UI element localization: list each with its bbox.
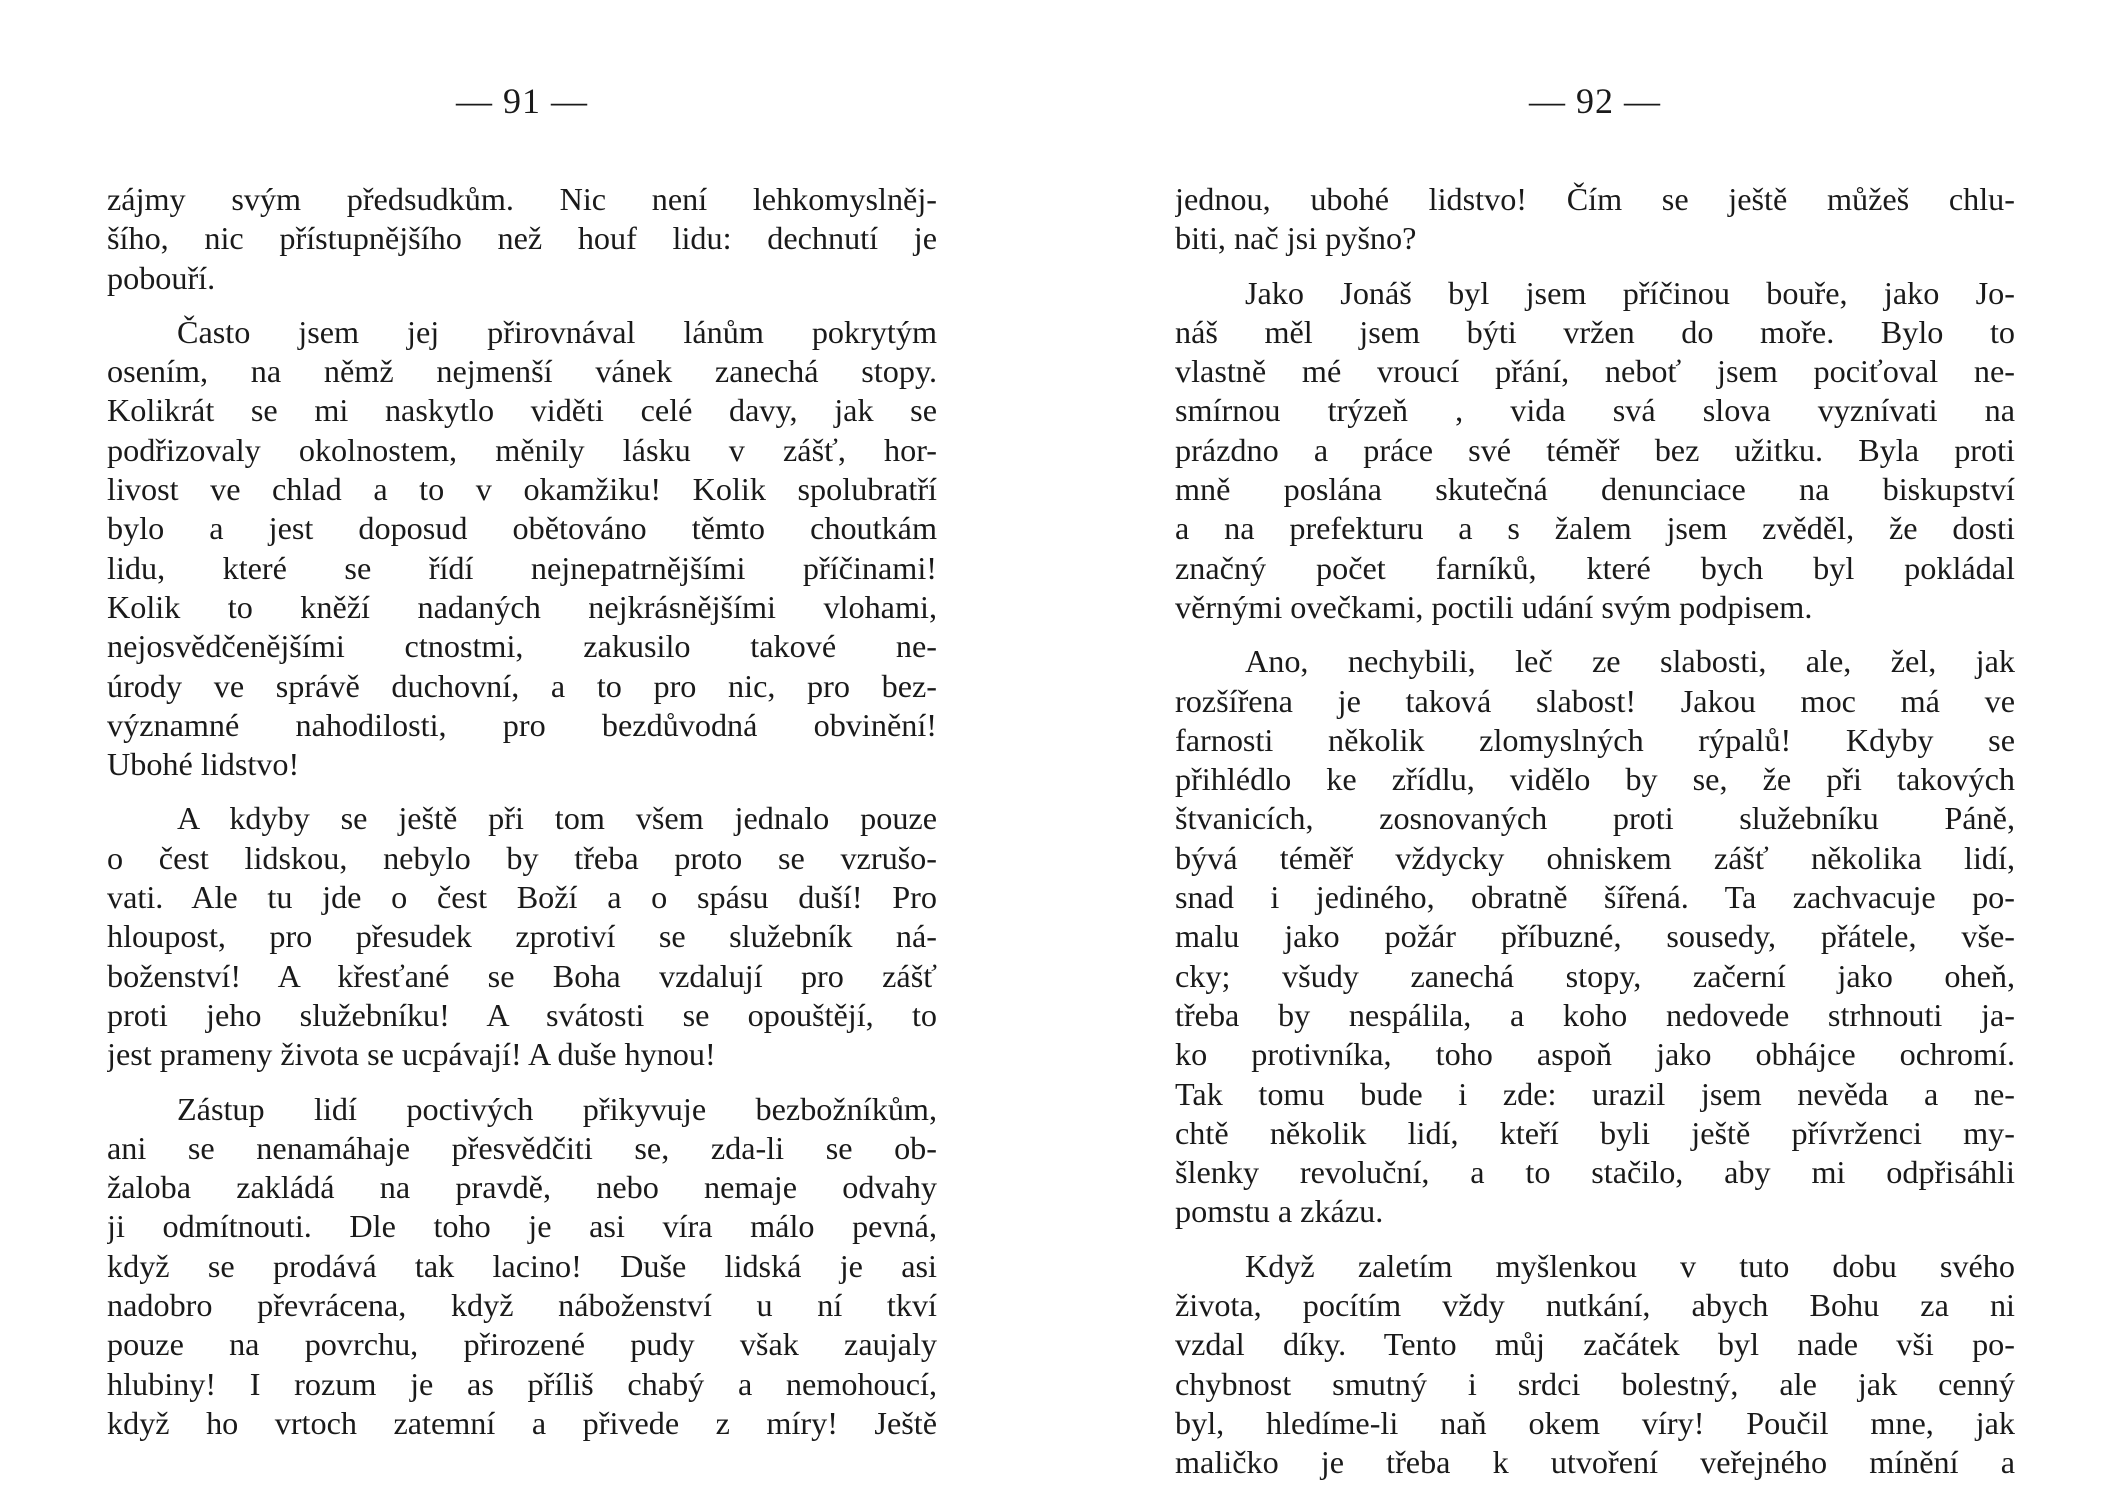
text-line: podřizovaly okolnostem, měnily lásku v zášť, hor- (107, 431, 937, 468)
text-line: značný počet farníků, které bych byl pokládal (1175, 549, 2015, 586)
text-line: A kdyby se ještě při tom všem jednalo pouze (177, 800, 937, 837)
text-line: biti, nač jsi pyšno? (1175, 220, 1417, 257)
text-line: nejosvědčenějšími ctnostmi, zakusilo takové ne- (107, 628, 937, 665)
paragraph (107, 180, 937, 298)
text-line: hlubiny! I rozum je as příliš chabý a nemohoucí, (107, 1365, 937, 1402)
text-line: boženství! A křesťané se Boha vzdalují pro zášť (107, 957, 937, 994)
text-line: věrnými ovečkami, poctili udání svým podpisem. (1175, 588, 1813, 625)
text-line: šlenky revoluční, a to stačilo, aby mi odpřisáhli (1175, 1154, 2015, 1191)
text-line: úrody ve správě duchovní, a to pro nic, pro bez- (107, 667, 937, 704)
text-line: Ubohé lidstvo! (107, 746, 300, 783)
text-line: vati. Ale tu jde o čest Boží a o spásu duší! Pro (107, 879, 937, 916)
text-line: Kolik to kněží nadaných nejkrásnějšími vlohami, (107, 588, 937, 625)
text-line: když se prodává tak lacino! Duše lidská je asi (107, 1247, 937, 1284)
text-line: malu jako požár příbuzné, sousedy, přátele, vše- (1175, 918, 2015, 955)
text-line: lidu, které se řídí nejnepatrnějšími příčinami! (107, 549, 937, 586)
text-line: pomstu a zkázu. (1175, 1193, 1384, 1230)
text-line: jest prameny života se ucpávají! A duše hynou! (107, 1036, 716, 1073)
text-line: zájmy svým předsudkům. Nic není lehkomyslněj- (107, 181, 937, 217)
text-line: Když zaletím myšlenkou v tuto dobu svého (1245, 1247, 2015, 1284)
text-line: a na prefekturu a s žalem jsem zvěděl, že dosti (1175, 510, 2015, 547)
text-line: ko protivníka, toho aspoň jako obhájce ochromí. (1175, 1036, 2015, 1073)
text-line: osením, na němž nejmenší vánek zanechá stopy. (107, 353, 937, 390)
text-line: smírnou trýzeň , vida svá slova vyznívati na (1175, 392, 2015, 429)
page-number-right: — 92 — (1529, 81, 1661, 121)
text-line: livost ve chlad a to v okamžiku! Kolik spolubratří (107, 471, 937, 508)
text-line: farnosti několik zlomyslných rýpalů! Kdyby se (1175, 721, 2015, 758)
paragraph (1175, 642, 2015, 1231)
text-line: když ho vrtoch zatemní a přivede z míry! Ještě (107, 1404, 937, 1441)
text-line: cky; všudy zanechá stopy, začerní jako oheň, (1175, 957, 2015, 994)
text-line: bylo a jest doposud obětováno těmto choutkám (107, 510, 937, 547)
text-line: ji odmítnouti. Dle toho je asi víra málo pevná, (107, 1208, 937, 1245)
page-number-left: — 91 — (456, 81, 588, 121)
paragraph (1175, 274, 2015, 628)
paragraph (107, 799, 937, 1074)
text-line: Jako Jonáš byl jsem příčinou bouře, jako Jo- (1245, 274, 2015, 311)
text-line: přihlédlo ke zřídlu, vidělo by se, že při takových (1175, 761, 2015, 798)
text-line: rozšířena je taková slabost! Jakou moc má ve (1175, 682, 2015, 719)
text-line: bývá téměř vždycky ohniskem zášť několika lidí, (1175, 839, 2015, 876)
text-line: snad i jediného, obratně šířená. Ta zachvacuje po- (1175, 879, 2015, 916)
text-line: pobouří. (107, 259, 216, 296)
text-line: hloupost, pro přesudek zprotiví se služebník ná- (107, 918, 937, 955)
text-line: byl, hledíme-li naň okem víry! Poučil mne, jak (1175, 1404, 2015, 1441)
text-line: chtě několik lidí, kteří byli ještě přívrženci my- (1175, 1114, 2015, 1151)
text-line: vlastně mé vroucí přání, neboť jsem pociťoval ne- (1175, 353, 2015, 390)
right-page-text (1175, 180, 2015, 1483)
text-line: Často jsem jej přirovnával lánům pokrytým (177, 313, 937, 350)
text-line: ani se nenamáhaje přesvědčiti se, zda-li se ob- (107, 1129, 937, 1166)
right-page (1175, 0, 2015, 1500)
text-line: třeba by nespálila, a koho nedovede strhnouti ja- (1175, 996, 2015, 1033)
text-line: maličko je třeba k utvoření veřejného mínění a (1175, 1444, 2015, 1481)
left-page-text (107, 180, 937, 1443)
text-line: nadobro převrácena, když náboženství u ní tkví (107, 1287, 937, 1324)
paragraph (107, 313, 937, 785)
text-line: vzdal díky. Tento můj začátek byl nade vši po- (1175, 1326, 2015, 1363)
text-line: chybnost smutný i srdci bolestný, ale jak cenný (1175, 1365, 2015, 1402)
text-line: pouze na povrchu, přirozené pudy však zaujaly (107, 1326, 937, 1363)
text-line: Ano, nechybili, leč ze slabosti, ale, žel, jak (1245, 643, 2015, 680)
paragraph (1175, 1247, 2015, 1483)
text-line: jednou, ubohé lidstvo! Čím se ještě můžeš chlu- (1175, 181, 2015, 217)
text-line: o čest lidskou, nebylo by třeba proto se vzrušo- (107, 839, 937, 876)
text-line: významné nahodilosti, pro bezdůvodná obvinění! (107, 706, 937, 743)
paragraph (107, 1090, 937, 1444)
text-line: prázdno a práce své téměř bez užitku. Byla proti (1175, 431, 2015, 468)
text-line: Tak tomu bude i zde: urazil jsem nevěda a ne- (1175, 1075, 2015, 1112)
left-page (107, 0, 937, 1500)
text-line: žaloba zakládá na pravdě, nebo nemaje odvahy (107, 1169, 937, 1206)
text-line: Kolikrát se mi naskytlo viděti celé davy, jak se (107, 392, 937, 429)
text-line: štvanicích, zosnovaných proti služebníku Páně, (1175, 800, 2015, 837)
text-line: mně poslána skutečná denunciace na biskupství (1175, 471, 2015, 508)
text-line: Zástup lidí poctivých přikyvuje bezbožníkům, (177, 1090, 937, 1127)
text-line: šího, nic přístupnějšího než houf lidu: dechnutí je (107, 220, 937, 257)
paragraph (1175, 180, 2015, 259)
text-line: proti jeho služebníku! A svátosti se opouštějí, to (107, 996, 937, 1033)
text-line: života, pocítím vždy nutkání, abych Bohu za ni (1175, 1287, 2015, 1324)
text-line: náš měl jsem býti vržen do moře. Bylo to (1175, 313, 2015, 350)
